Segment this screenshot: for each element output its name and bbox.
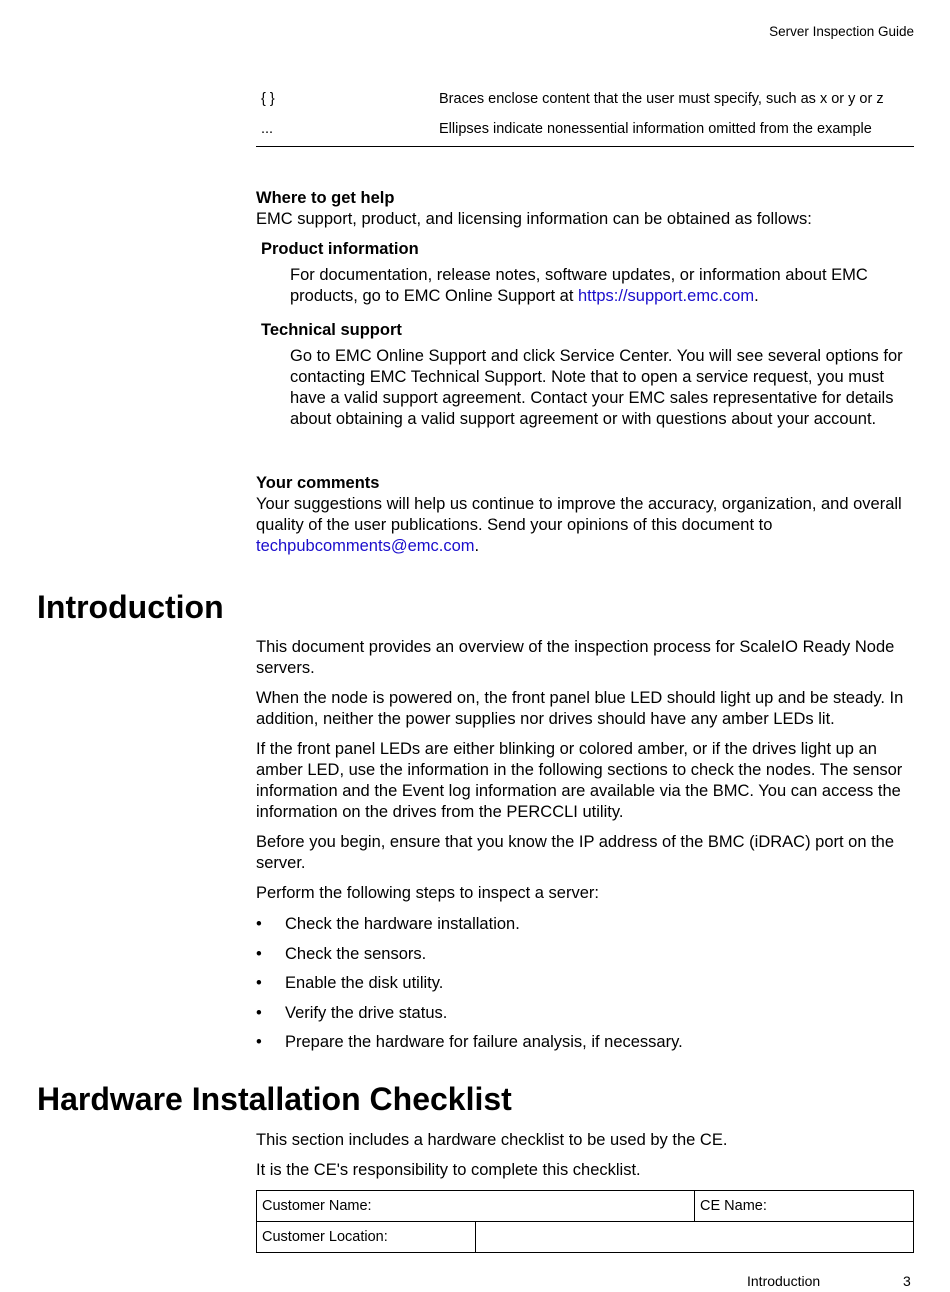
- product-info-body: For documentation, release notes, software updates, or information about EMC products, go to EMC Online Support at: [290, 266, 868, 305]
- technical-support-text: Go to EMC Online Support and click Service Center. You will see several options for contacting EMC Technical Support. Note that to open a service request, you must have a valid support agreement. Contact your EMC sales representative for details about obtaining a valid support agreement or with questions about your account.: [290, 347, 903, 428]
- product-info-heading: Product information: [261, 240, 419, 258]
- checklist-table: [256, 1190, 914, 1253]
- comments-text: [256, 494, 916, 557]
- table-row: [256, 86, 914, 116]
- customer-name-cell[interactable]: Customer Name:: [257, 1191, 695, 1222]
- customer-location-cell[interactable]: Customer Location:: [257, 1222, 476, 1253]
- list-item: • Check the sensors.: [256, 944, 916, 965]
- checklist-paragraph: This section includes a hardware checklist to be used by the CE.: [256, 1131, 728, 1149]
- support-link[interactable]: https://support.emc.com: [578, 287, 755, 305]
- inspection-steps-list: [256, 914, 916, 1053]
- convention-symbol: { }: [261, 91, 275, 107]
- list-item: • Check the hardware installation.: [256, 914, 916, 935]
- comments-email-link[interactable]: techpubcomments@emc.com: [256, 537, 475, 555]
- convention-description: Braces enclose content that the user must specify, such as x or y or z: [439, 91, 884, 107]
- table-row: [256, 116, 914, 147]
- customer-location-value-cell[interactable]: [476, 1222, 914, 1253]
- introduction-body: [256, 637, 916, 1062]
- checklist-intro: [256, 1130, 916, 1190]
- intro-paragraph: Perform the following steps to inspect a server:: [256, 884, 599, 902]
- comments-body: Your suggestions will help us continue to improve the accuracy, organization, and overall quality of the user publications. Send your opinions of this document to: [256, 495, 902, 534]
- help-heading: Where to get help: [256, 189, 395, 207]
- help-section: [256, 188, 916, 430]
- table-row: [257, 1222, 914, 1253]
- technical-support-heading: Technical support: [261, 321, 402, 339]
- list-item: • Enable the disk utility.: [256, 973, 916, 994]
- conventions-table: [256, 86, 914, 147]
- comments-end: .: [474, 537, 480, 555]
- intro-paragraph: When the node is powered on, the front panel blue LED should light up and be steady. In addition, neither the power supplies nor drives should have any amber LEDs lit.: [256, 689, 904, 728]
- comments-section: [256, 473, 916, 557]
- footer-section-name: Introduction: [747, 1273, 821, 1289]
- product-info-end: .: [754, 287, 759, 305]
- product-info-text: [290, 265, 916, 307]
- intro-paragraph: This document provides an overview of the inspection process for ScaleIO Ready Node servers.: [256, 638, 895, 677]
- checklist-heading: Hardware Installation Checklist: [37, 1081, 512, 1117]
- ce-name-cell[interactable]: CE Name:: [695, 1191, 914, 1222]
- list-item: • Verify the drive status.: [256, 1003, 916, 1024]
- table-row: [257, 1191, 914, 1222]
- comments-heading: Your comments: [256, 474, 380, 492]
- help-intro: EMC support, product, and licensing information can be obtained as follows:: [256, 210, 812, 228]
- convention-symbol: ...: [256, 116, 439, 147]
- running-header: Server Inspection Guide: [769, 24, 914, 39]
- list-item: • Prepare the hardware for failure analysis, if necessary.: [256, 1032, 916, 1053]
- intro-paragraph: Before you begin, ensure that you know the IP address of the BMC (iDRAC) port on the server.: [256, 833, 895, 872]
- checklist-paragraph: It is the CE's responsibility to complete this checklist.: [256, 1161, 641, 1179]
- intro-paragraph: If the front panel LEDs are either blinking or colored amber, or if the drives light up an amber LED, use the information in the following sections to check the nodes. The sensor information and the Event log information are available via the BMC. You can access the information on the drives from the PERCCLI utility.: [256, 740, 903, 821]
- convention-description: Ellipses indicate nonessential information omitted from the example: [439, 116, 914, 147]
- introduction-heading: Introduction: [37, 589, 224, 625]
- page-number: 3: [903, 1273, 911, 1289]
